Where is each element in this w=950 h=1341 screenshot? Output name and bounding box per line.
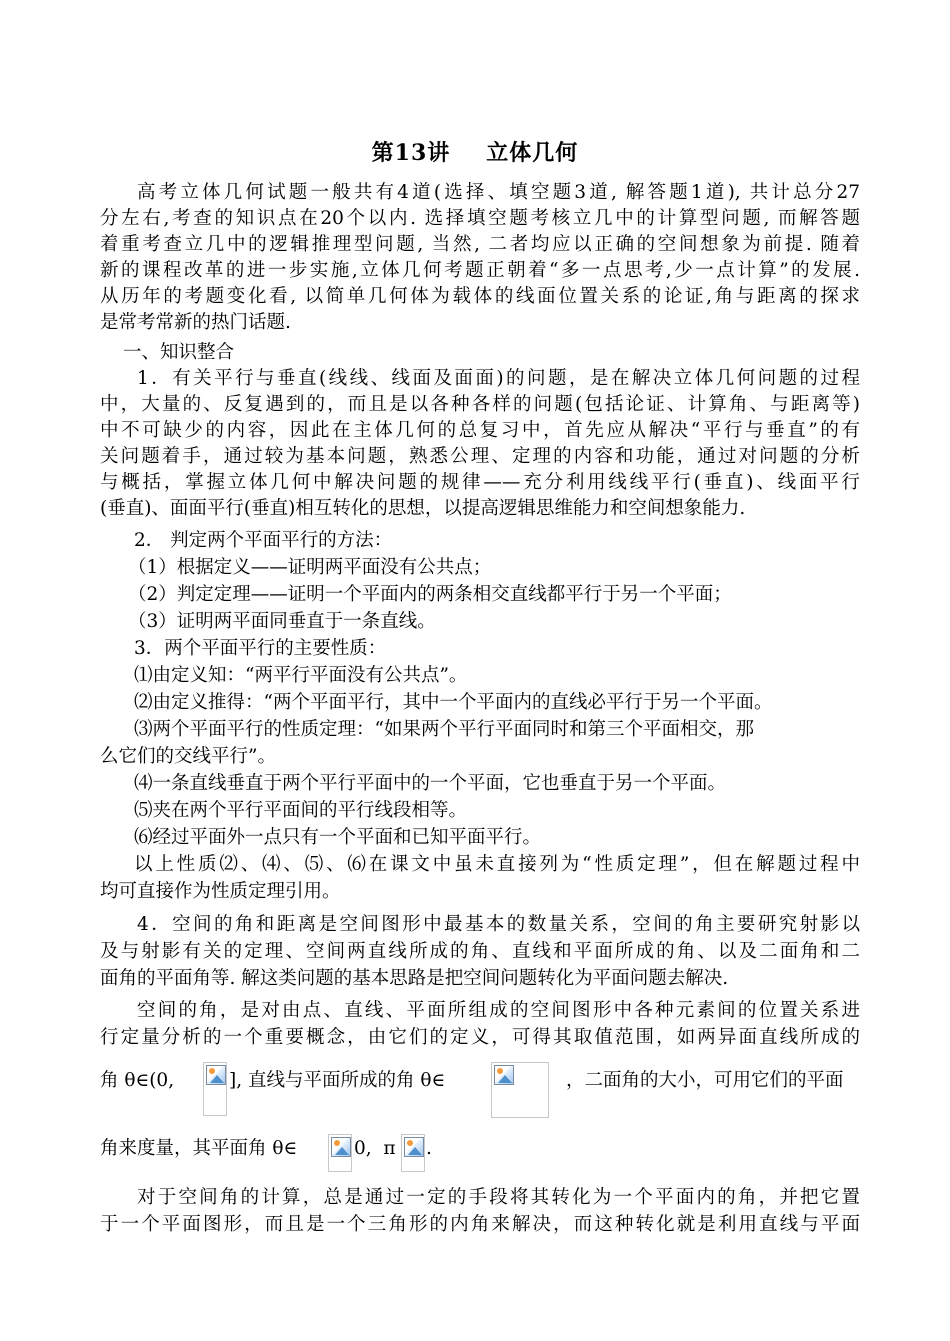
item1-line: (垂直)、面面平行(垂直)相互转化的思想，以提高逻辑思维能力和空间想象能力. [100, 498, 746, 519]
angles-range-text: 角来度量，其平面角 θ∈ [100, 1138, 298, 1159]
angles-range-text: 0, π [354, 1138, 396, 1159]
item1-line: 中，大量的、反复遇到的，而且是以各种各样的问题(包括论证、计算角、与距离等) [100, 394, 860, 415]
item4-line: 4．空间的角和距离是空间图形中最基本的数量关系，空间的角主要研究射影以 [137, 914, 860, 935]
item3-property: ⑹经过平面外一点只有一个平面和已知平面平行。 [134, 827, 542, 848]
angles-range-text: . [426, 1138, 432, 1159]
angles-line: 行定量分析的一个重要概念，由它们的定义，可得其取值范围，如两异面直线所成的 [100, 1027, 860, 1048]
formula-image [328, 1134, 352, 1172]
page-title [0, 136, 950, 167]
item4-line: 面角的平面角等. 解这类问题的基本思路是把空间问题转化为平面问题去解决. [100, 968, 729, 989]
item2-point: （2）判定定理——证明一个平面内的两条相交直线都平行于另一个平面； [128, 584, 732, 605]
intro-line: 从历年的考题变化看, 以简单几何体为载体的线面位置关系的论证,角与距离的探求 [100, 286, 860, 307]
intro-line: 新的课程改革的进一步实施,立体几何考题正朝着“多一点思考,少一点计算”的发展. [100, 260, 860, 281]
item2-heading: 2． 判定两个平面平行的方法： [134, 530, 393, 551]
item2-point: （1）根据定义——证明两平面没有公共点； [128, 557, 492, 578]
last-line: 于一个平面图形，而且是一个三角形的内角来解决，而这种转化就是利用直线与平面 [100, 1214, 860, 1235]
last-line: 对于空间角的计算，总是通过一定的手段将其转化为一个平面内的角，并把它置 [137, 1187, 860, 1208]
title-topic: 立体几何 [486, 140, 579, 166]
intro-line: 着重考查立几中的逻辑推理型问题, 当然, 二者均应以正确的空间想象为前提. 随着 [100, 234, 860, 255]
item3-note: 均可直接作为性质定理引用。 [100, 881, 341, 902]
item2-point: （3）证明两平面同垂直于一条直线。 [128, 611, 436, 632]
item3-note: 以上性质⑵、⑷、⑸、⑹在课文中虽未直接列为“性质定理”，但在解题过程中 [134, 854, 860, 875]
intro-line: 高考立体几何试题一般共有4道(选择、填空题3道, 解答题1道), 共计总分27 [137, 182, 860, 203]
item4-line: 及与射影有关的定理、空间两直线所成的角、直线和平面所成的角、以及二面角和二 [100, 941, 860, 962]
broken-image-icon [494, 1065, 514, 1085]
formula-image [401, 1134, 425, 1172]
formula-image [203, 1062, 227, 1116]
item1-line: 关问题着手，通过较为基本问题，熟悉公理、定理的内容和功能，通过对问题的分析 [100, 446, 860, 467]
item3-property: ⑵由定义推得：“两个平面平行，其中一个平面内的直线必平行于另一个平面。 [134, 692, 773, 713]
item3-heading: 3．两个平面平行的主要性质： [134, 638, 387, 659]
broken-image-icon [404, 1137, 424, 1157]
angles-line: 空间的角，是对由点、直线、平面所组成的空间图形中各种元素间的位置关系进 [137, 1000, 860, 1021]
item1-line: 与概括，掌握立体几何中解决问题的规律——充分利用线线平行(垂直)、线面平行 [100, 472, 860, 493]
broken-image-icon [206, 1065, 226, 1085]
title-lecture: 第13讲 [371, 140, 451, 166]
item3-property: ⑷一条直线垂直于两个平行平面中的一个平面，它也垂直于另一个平面。 [134, 773, 727, 794]
item1-line: 1．有关平行与垂直(线线、线面及面面)的问题，是在解决立体几何问题的过程 [137, 368, 860, 389]
item3-property: ⑶两个平面平行的性质定理：“如果两个平行平面同时和第三个平面相交，那 [134, 719, 754, 740]
angles-range-text: ], 直线与平面所成的角 θ∈ [229, 1070, 446, 1091]
section-heading: 一、知识整合 [123, 342, 235, 363]
intro-line: 分左右,考查的知识点在20个以内. 选择填空题考核立几中的计算型问题, 而解答题 [100, 208, 860, 229]
item3-property: ⑴由定义知：“两平行平面没有公共点”。 [134, 665, 468, 686]
item1-line: 中不可缺少的内容，因此在主体几何的总复习中，首先应从解决“平行与垂直”的有 [100, 420, 860, 441]
item3-property: ⑸夹在两个平行平面间的平行线段相等。 [134, 800, 468, 821]
formula-image [491, 1062, 549, 1118]
angles-range-text: 角 θ∈(0, [100, 1070, 175, 1091]
intro-line: 是常考常新的热门话题. [100, 312, 291, 333]
angles-range-text: ，二面角的大小，可用它们的平面 [566, 1070, 844, 1091]
item3-property: 么它们的交线平行”。 [100, 746, 276, 767]
broken-image-icon [331, 1137, 351, 1157]
